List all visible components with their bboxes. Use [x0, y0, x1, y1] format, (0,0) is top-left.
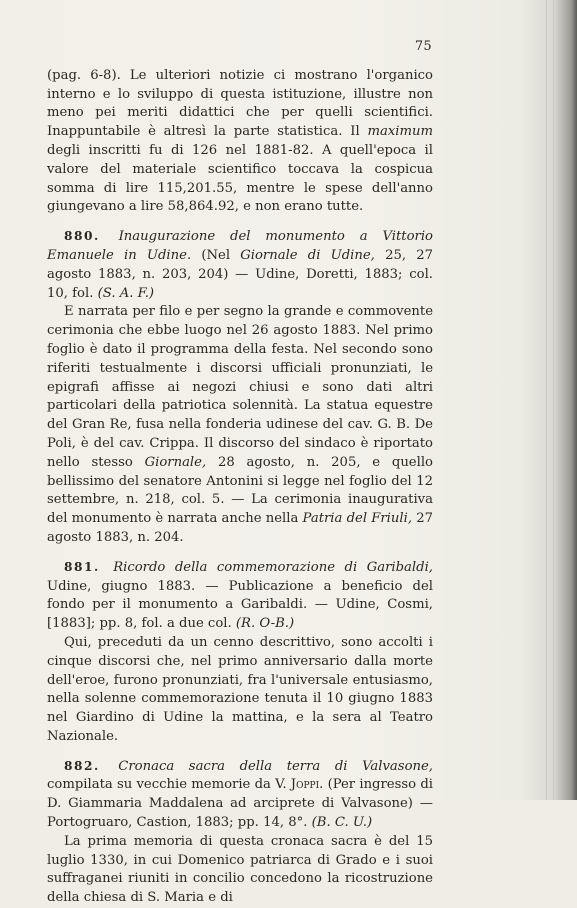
binding-edge-line-2 — [553, 0, 554, 800]
entry-body-text-2: 28 agosto, n. 205, e quello bellissimo del senatore Antonini si legge nel foglio del 12 settembre, n. 218, col. 5. — La cerimonia inaugurativa del monumento è narrata anche nella — [47, 454, 433, 527]
entry-body — [47, 303, 433, 547]
page-number: 75 — [414, 39, 432, 54]
entry-body-text-3: 27 agosto 1883, n. 204. — [47, 511, 434, 545]
entry-body-text: E narrata per filo e per segno la grande e commovente cerimonia che ebbe luogo nel 26 agosto 1883. Nel primo foglio è dato il programma della festa. Nel secondo sono riferiti testualmente i discorsi ufficiali pronunziati, le epigrafi affisse ai negozi chiusi e sono dati altri particolari della patriotica solennità. La statua equestre del Gran Re, fusa nella fonderia udinese del cav. G. B. De Poli, è del cav. Crippa. Il discorso del sindaco è riportato nello stesso — [47, 304, 433, 470]
entry-source-pre: compilata su vecchie memorie da V. — [47, 777, 287, 793]
entry-signature: (B. C. U.) — [311, 815, 373, 831]
entry-882 — [47, 757, 433, 908]
entry-signature: (S. A. F.) — [97, 285, 155, 301]
intro-text-2: degli inscritti fu di 126 nel 1881-82. A quell'epoca il valore del materiale scientifico toccava la cospicua somma di lire 115,201.55, mentre le spese dell'anno giungevano a lire 58,864.92, e non erano tutte. — [47, 142, 433, 215]
entry-header — [47, 757, 433, 833]
entry-body-text: Qui, preceduti da un cenno descrittivo, sono accolti i cinque discorsi che, nel primo anniversario dalla morte dell'eroe, furono pronunziati, fra l'universale entusiasmo, nella solenne commemorazione tenuta il 10 giugno 1883 nel Giardino di Udine la mattina, e la sera al Teatro Nazionale. — [47, 634, 433, 744]
entry-source-pre: (Nel — [201, 247, 231, 263]
entry-header — [47, 227, 433, 303]
intro-paragraph — [47, 67, 433, 217]
entry-title: Inaugurazione del monumento a Vittorio Emanuele in Udine. — [47, 229, 433, 263]
page-text — [47, 38, 433, 908]
entry-header — [47, 558, 433, 634]
binding-edge-line — [546, 0, 547, 800]
entry-signature: (R. O-B.) — [235, 616, 295, 632]
entry-title: Cronaca sacra della terra di Valvasone, — [118, 758, 433, 774]
intro-italic: maximum — [367, 124, 433, 140]
entry-881 — [47, 558, 433, 747]
entry-880 — [47, 227, 433, 548]
entry-body-text: La prima memoria di questa cronaca sacra è del 15 luglio 1330, in cui Domenico patriarca di Grado e i suoi suffraganei riuniti in concilio concedono la ricostruzione della chiesa di S. Maria e di — [47, 833, 433, 906]
entry-source-post: 25, 27 agosto 1883, n. 203, 204) — Udine, Doretti, 1883; col. 10, fol. — [47, 247, 434, 301]
entry-title: Ricordo della commemorazione di Garibaldi, — [113, 559, 433, 575]
entry-source-journal: Giornale di Udine, — [240, 247, 375, 263]
entry-number: 880. — [64, 229, 100, 244]
entry-body — [47, 634, 433, 747]
intro-text: (pag. 6-8). Le ulteriori notizie ci mostrano l'organico interno e lo sviluppo di questa istituzione, illustre non meno pei meriti didattici che per quelli scientifici. Inappuntabile è altresì la parte statistica. Il — [47, 67, 433, 140]
entry-number: 882. — [64, 758, 100, 773]
entry-source-author: Joppi — [290, 777, 320, 793]
entry-body — [47, 833, 433, 908]
entry-source-post: . (Per ingresso di D. Giammaria Maddalena ad arciprete di Valvasone) — Portogruaro, Castion, 1883; pp. 14, 8°. — [47, 777, 433, 831]
entry-source-post: Udine, giugno 1883. — Publicazione a beneficio del fondo per il monumento a Garibaldi. — Udine, Cosmi, [1883]; pp. 8, fol. a due col. — [47, 578, 433, 632]
entry-body-journal: Giornale, — [144, 454, 207, 470]
entry-number: 881. — [64, 559, 100, 574]
entry-body-journal-2: Patria del Friuli, — [302, 511, 413, 527]
